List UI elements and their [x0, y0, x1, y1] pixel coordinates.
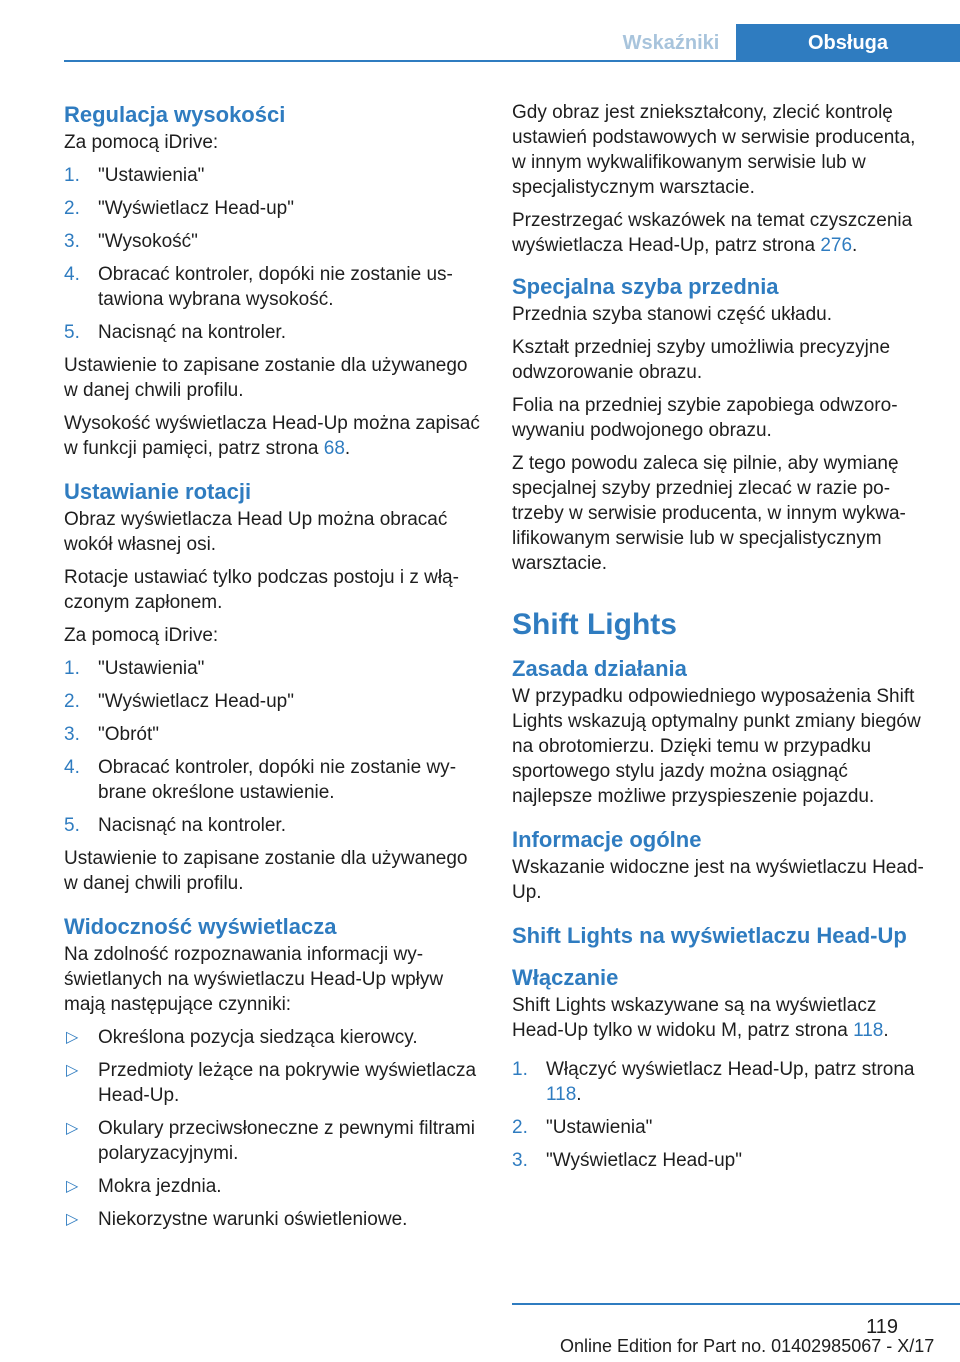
- paragraph: Ustawienie to zapisane zostanie dla używanego w danej chwili profilu.: [64, 355, 468, 401]
- triangle-bullet-icon: ▷: [66, 1211, 79, 1228]
- left-column: [64, 100, 482, 1240]
- list-item: [64, 1207, 482, 1232]
- page-link-276[interactable]: 276: [820, 235, 853, 256]
- list-item: [64, 722, 482, 747]
- step-text: "Wyświetlacz Head-up": [546, 1150, 742, 1171]
- list-item: [64, 689, 482, 714]
- step-number: 2.: [64, 198, 80, 219]
- bullet-text: Przedmioty leżące na pokrywie wyświetlacza Head-Up.: [98, 1060, 477, 1106]
- step-number: 1.: [64, 165, 80, 186]
- section-title-general: Informacje ogólne: [512, 827, 702, 852]
- chapter-title-shift-lights: Shift Lights: [512, 608, 677, 641]
- page-link-118[interactable]: 118: [546, 1084, 577, 1105]
- punctuation: .: [852, 235, 858, 256]
- list-item: [64, 262, 482, 312]
- section-title-height: Regulacja wysokości: [64, 102, 286, 127]
- step-number: 3.: [64, 724, 80, 745]
- triangle-bullet-icon: ▷: [66, 1062, 79, 1079]
- section-title-switch-on: Włączanie: [512, 965, 619, 990]
- list-item: [64, 320, 482, 345]
- section-title-windshield: Specjalna szyba przednia: [512, 274, 779, 299]
- step-text: "Wysokość": [98, 231, 198, 252]
- step-text: Obracać kontroler, dopóki nie zostanie wybrane określone ustawienie.: [98, 757, 457, 803]
- right-column: [512, 100, 932, 1181]
- step-number: 2.: [64, 691, 80, 712]
- step-number: 4.: [64, 757, 80, 778]
- bullet-text: Okulary przeciwsłoneczne z pewnymi filtrami polaryzacyjnymi.: [98, 1118, 475, 1164]
- triangle-bullet-icon: ▷: [66, 1120, 79, 1137]
- paragraph-text: Przestrzegać wskazówek na temat czyszczenia wyświetlacza Head-Up, patrz strona: [512, 210, 913, 256]
- edition-note: Online Edition for Part no. 01402985067 - X/17: [560, 1336, 935, 1356]
- paragraph: Folia na przedniej szybie zapobiega odwzorowywaniu podwojonego obrazu.: [512, 395, 898, 441]
- list-item: [64, 755, 482, 805]
- list-item: [64, 656, 482, 681]
- paragraph: Obraz wyświetlacza Head Up można obracać wokół własnej osi.: [64, 509, 448, 555]
- list-item: [512, 1148, 932, 1173]
- tab-wskazniki[interactable]: Wskaźniki: [622, 31, 720, 54]
- paragraph: [512, 208, 932, 258]
- paragraph: Na zdolność rozpoznawania informacji wyświetlanych na wyświetlaczu Head-Up wpływ mają następujące czynniki:: [64, 944, 444, 1015]
- step-text: "Ustawienia": [546, 1117, 653, 1138]
- section-title-visibility: Widoczność wyświetlacza: [64, 914, 337, 939]
- step-number: 1.: [64, 658, 80, 679]
- bullet-list-factors: [64, 1025, 482, 1232]
- list-item: [64, 1025, 482, 1050]
- paragraph: Z tego powodu zaleca się pilnie, aby wymianę specjalnej szyby przedniej zlecać w razie potrzeby w serwisie producenta, w innym wykwalifikowanym serwisie lub w specjalistycznym warsztacie.: [512, 453, 906, 574]
- step-text: Włączyć wyświetlacz Head-Up, patrz strona: [546, 1059, 915, 1080]
- step-text: "Ustawienia": [98, 658, 205, 679]
- page-link-118[interactable]: 118: [853, 1020, 884, 1041]
- step-text: "Wyświetlacz Head-up": [98, 198, 294, 219]
- step-text: "Wyświetlacz Head-up": [98, 691, 294, 712]
- paragraph: Rotacje ustawiać tylko podczas postoju i z włączonym zapłonem.: [64, 567, 459, 613]
- paragraph: Kształt przedniej szyby umożliwia precyzyjne odwzorowanie obrazu.: [512, 337, 891, 383]
- triangle-bullet-icon: ▷: [66, 1029, 79, 1046]
- step-number: 5.: [64, 322, 80, 343]
- footer-divider: [512, 1303, 960, 1305]
- paragraph: Wskazanie widoczne jest na wyświetlaczu Head-Up.: [512, 857, 924, 903]
- list-item: [64, 229, 482, 254]
- paragraph-text: Wysokość wyświetlacza Head-Up można zapisać w funkcji pamięci, patrz strona: [64, 413, 480, 459]
- list-item: [64, 1058, 482, 1108]
- list-item: [64, 1174, 482, 1199]
- header-divider: [64, 60, 960, 62]
- list-item: [512, 1057, 932, 1107]
- step-text: "Obrót": [98, 724, 160, 745]
- page-number: 119: [866, 1316, 898, 1338]
- paragraph: Przednia szyba stanowi część układu.: [512, 304, 832, 325]
- step-number: 3.: [512, 1150, 528, 1171]
- list-item: [64, 1116, 482, 1166]
- paragraph: Za pomocą iDrive:: [64, 132, 219, 153]
- step-number: 3.: [64, 231, 80, 252]
- step-number: 2.: [512, 1117, 528, 1138]
- page-header: [0, 0, 960, 62]
- bullet-text: Określona pozycja siedząca kierowcy.: [98, 1027, 418, 1048]
- paragraph: W przypadku odpowiedniego wyposażenia Shift Lights wskazują optymalny punkt zmiany biegów na obrotomierzu. Dzięki temu w przypadku sportowego stylu jazdy można osiągnąć najlepsze możliwe przyspieszenie pojazdu.: [512, 686, 921, 807]
- tab-obsluga[interactable]: Obsługa: [736, 24, 960, 62]
- section-title-shift-lights-hud: Shift Lights na wyświetlaczu Head-Up: [512, 923, 907, 948]
- list-item: [512, 1115, 932, 1140]
- step-number: 1.: [512, 1059, 528, 1080]
- punctuation: .: [344, 438, 351, 459]
- section-title-principle: Zasada działania: [512, 656, 687, 681]
- step-text: Nacisnąć na kontroler.: [98, 322, 286, 343]
- bullet-text: Mokra jezdnia.: [98, 1176, 222, 1197]
- step-text: Nacisnąć na kontroler.: [98, 815, 286, 836]
- list-item: [64, 163, 482, 188]
- list-item: [64, 813, 482, 838]
- paragraph: Gdy obraz jest zniekształcony, zlecić kontrolę ustawień podstawowych w serwisie producenta, w innym wykwalifikowanym serwisie lub w specjalistycznym warsztacie.: [512, 102, 916, 198]
- bullet-text: Niekorzystne warunki oświetleniowe.: [98, 1209, 408, 1230]
- step-number: 4.: [64, 264, 80, 285]
- steps-list-height: [64, 163, 482, 345]
- list-item: [64, 196, 482, 221]
- step-text: "Ustawienia": [98, 165, 205, 186]
- paragraph: [64, 411, 482, 461]
- punctuation: .: [576, 1084, 582, 1105]
- paragraph-text: Shift Lights wskazywane są na wyświetlacz Head-Up tylko w widoku M, patrz strona: [512, 995, 877, 1041]
- section-title-rotation: Ustawianie rotacji: [64, 479, 252, 504]
- page-link-68[interactable]: 68: [323, 438, 345, 459]
- paragraph: Za pomocą iDrive:: [64, 625, 219, 646]
- step-number: 5.: [64, 815, 80, 836]
- steps-list-rotation: [64, 656, 482, 838]
- steps-list-switch-on: [512, 1057, 932, 1173]
- step-text: Obracać kontroler, dopóki nie zostanie ustawiona wybrana wysokość.: [98, 264, 453, 310]
- paragraph: Ustawienie to zapisane zostanie dla używanego w danej chwili profilu.: [64, 848, 468, 894]
- triangle-bullet-icon: ▷: [66, 1178, 79, 1195]
- punctuation: .: [883, 1020, 889, 1041]
- paragraph: [512, 993, 932, 1043]
